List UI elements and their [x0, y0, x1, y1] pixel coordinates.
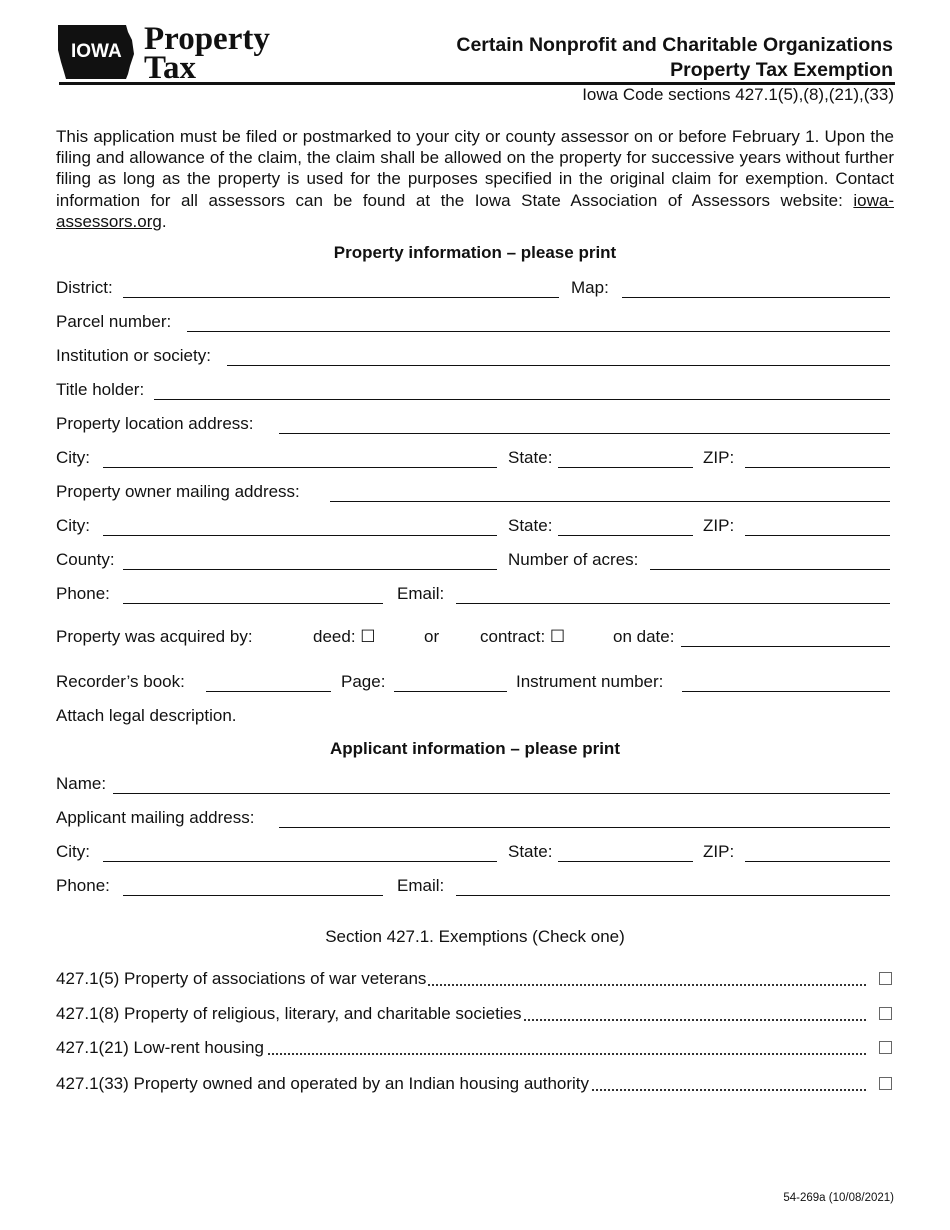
applicant-state-label: State: — [508, 842, 553, 861]
page-label: Page: — [341, 672, 386, 691]
iowa-state-logo-icon — [56, 22, 276, 82]
deed-checkbox[interactable]: deed: ☐ — [313, 627, 376, 646]
location-row — [56, 412, 890, 436]
applicant-city-row — [56, 840, 890, 864]
owner-zip-field[interactable] — [745, 535, 890, 536]
map-label: Map: — [571, 278, 609, 297]
intro-text: This application must be filed or postmarked to your city or county assessor on or before February 1. Upon the filing and allowance of the claim, the claim shall be allowed on the property for successive years without further filing as long as the property is used for the purposes specified in the original claim for exemption. Contact information for all assessors can be found at the Iowa State Association of Assessors website: — [56, 127, 894, 210]
owner-city-row — [56, 514, 890, 538]
institution-row — [56, 344, 890, 368]
logo-word-tax: Tax — [144, 50, 196, 82]
phone-field[interactable] — [123, 603, 383, 604]
exemption-label: 427.1(21) Low-rent housing — [56, 1036, 266, 1060]
owner-city-label: City: — [56, 516, 90, 535]
exemption-label: 427.1(33) Property owned and operated by an Indian housing authority — [56, 1072, 591, 1096]
state-field[interactable] — [558, 467, 693, 468]
applicant-mailing-row — [56, 806, 890, 830]
email-field[interactable] — [456, 603, 890, 604]
title-holder-row — [56, 378, 890, 402]
page-field[interactable] — [394, 691, 507, 692]
applicant-zip-label: ZIP: — [703, 842, 735, 861]
intro-end: . — [161, 211, 167, 231]
contract-checkbox[interactable]: contract: ☐ — [480, 627, 566, 646]
acquired-label: Property was acquired by: — [56, 627, 253, 646]
applicant-state-field[interactable] — [558, 861, 693, 862]
parcel-row — [56, 310, 890, 334]
institution-label: Institution or society: — [56, 346, 211, 365]
owner-mailing-field[interactable] — [330, 501, 890, 502]
county-acres-row — [56, 548, 890, 572]
attach-legal-note: Attach legal description. — [56, 706, 237, 725]
exemption-option-427-1-33[interactable] — [56, 1072, 896, 1096]
applicant-mailing-label: Applicant mailing address: — [56, 808, 255, 827]
owner-mailing-label: Property owner mailing address: — [56, 482, 300, 501]
location-address-field[interactable] — [279, 433, 890, 434]
recorders-book-label: Recorder’s book: — [56, 672, 185, 691]
intro-paragraph — [56, 126, 894, 232]
location-label: Property location address: — [56, 414, 254, 433]
or-label: or — [424, 627, 440, 646]
county-field[interactable] — [123, 569, 497, 570]
instrument-label: Instrument number: — [516, 672, 664, 691]
county-label: County: — [56, 550, 115, 569]
exemptions-heading: Section 427.1. Exemptions (Check one) — [325, 927, 625, 946]
owner-state-label: State: — [508, 516, 553, 535]
applicant-phone-field[interactable] — [123, 895, 383, 896]
on-date-label: on date: — [613, 627, 675, 646]
owner-state-field[interactable] — [558, 535, 693, 536]
acquired-row — [56, 625, 890, 649]
email-label: Email: — [397, 584, 445, 603]
parcel-label: Parcel number: — [56, 312, 172, 331]
exemption-checkbox[interactable] — [879, 1041, 892, 1054]
applicant-zip-field[interactable] — [745, 861, 890, 862]
district-label: District: — [56, 278, 113, 297]
zip-label: ZIP: — [703, 448, 735, 467]
phone-label: Phone: — [56, 584, 110, 603]
city-label: City: — [56, 448, 90, 467]
applicant-email-label: Email: — [397, 876, 445, 895]
owner-mailing-row — [56, 480, 890, 504]
applicant-mailing-field[interactable] — [279, 827, 890, 828]
property-city-row — [56, 446, 890, 470]
exemption-label: 427.1(8) Property of religious, literary, and charitable societies — [56, 1002, 524, 1026]
applicant-phone-label: Phone: — [56, 876, 110, 895]
form-title-line1: Certain Nonprofit and Charitable Organizations — [456, 34, 893, 56]
exemption-checkbox[interactable] — [879, 1007, 892, 1020]
applicant-city-field[interactable] — [103, 861, 497, 862]
assessors-website-link[interactable]: iowa-assessors.org — [56, 190, 894, 231]
applicant-phone-email-row — [56, 874, 890, 898]
exemption-option-427-1-21[interactable] — [56, 1036, 896, 1060]
owner-zip-label: ZIP: — [703, 516, 735, 535]
logo-state-text: IOWA — [71, 41, 122, 62]
district-map-row — [56, 276, 890, 300]
recorder-row — [56, 670, 890, 694]
exemption-checkbox[interactable] — [879, 972, 892, 985]
zip-field[interactable] — [745, 467, 890, 468]
applicant-email-field[interactable] — [456, 895, 890, 896]
applicant-name-label: Name: — [56, 774, 107, 793]
instrument-field[interactable] — [682, 691, 890, 692]
on-date-field[interactable] — [681, 646, 890, 647]
exemption-option-427-1-5[interactable] — [56, 967, 896, 991]
iowa-property-tax-logo — [56, 22, 276, 82]
map-field[interactable] — [622, 297, 890, 298]
form-title-line2: Property Tax Exemption — [670, 59, 893, 81]
city-field[interactable] — [103, 467, 497, 468]
acres-field[interactable] — [650, 569, 890, 570]
applicant-name-row — [56, 772, 890, 796]
exemption-label: 427.1(5) Property of associations of war veterans — [56, 967, 428, 991]
exemption-option-427-1-8[interactable] — [56, 1002, 896, 1026]
district-field[interactable] — [123, 297, 559, 298]
applicant-info-heading: Applicant information – please print — [330, 739, 620, 758]
parcel-number-field[interactable] — [187, 331, 890, 332]
logo-word-property: Property — [144, 22, 270, 57]
applicant-name-field[interactable] — [113, 793, 890, 794]
title-holder-field[interactable] — [154, 399, 890, 400]
form-number: 54-269a (10/08/2021) — [783, 1192, 894, 1204]
phone-email-row — [56, 582, 890, 606]
code-sections: Iowa Code sections 427.1(5),(8),(21),(33) — [582, 85, 894, 104]
owner-city-field[interactable] — [103, 535, 497, 536]
acres-label: Number of acres: — [508, 550, 639, 569]
property-info-heading: Property information – please print — [333, 243, 617, 262]
institution-field[interactable] — [227, 365, 890, 366]
recorders-book-field[interactable] — [206, 691, 331, 692]
title-holder-label: Title holder: — [56, 380, 145, 399]
exemption-checkbox[interactable] — [879, 1077, 892, 1090]
state-label: State: — [508, 448, 553, 467]
applicant-city-label: City: — [56, 842, 90, 861]
